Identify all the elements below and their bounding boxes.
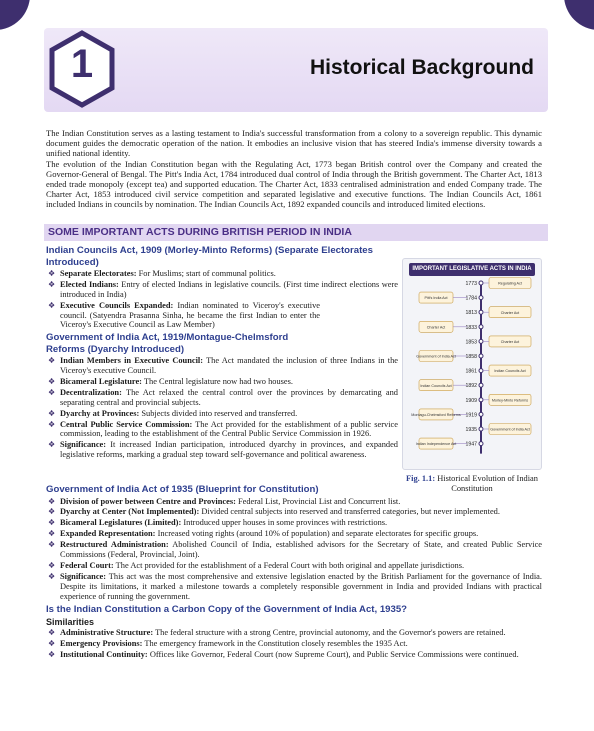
timeline-node (479, 354, 483, 358)
timeline-year: 1892 (465, 383, 477, 390)
timeline-node (479, 427, 483, 431)
intro-text (46, 128, 542, 210)
list-item: ❖ Indian Members in Executive Council: The Act mandated the inclusion of three Indians in the Viceroy's executive Council. (48, 356, 399, 375)
bullet-icon: ❖ (48, 279, 56, 289)
timeline-label: Government of India Act (490, 427, 530, 432)
timeline-label: Charter Act (500, 340, 520, 344)
legislative-acts-figure (402, 258, 542, 470)
list-item: ❖ Federal Court: The Act provided for the establishment of a Federal Court with both original and appellate jurisdictions. (48, 561, 465, 571)
similarities-heading: Similarities (46, 617, 95, 628)
bullet-icon: ❖ (48, 387, 56, 397)
list-item: ❖ Dyarchy at Provinces: Subjects divided into reserved and transferred. (48, 408, 298, 418)
timeline-node (479, 339, 483, 343)
timeline-node (479, 281, 483, 285)
bullet-icon: ❖ (48, 518, 56, 528)
timeline-node (479, 412, 483, 416)
carbon-copy-heading: Is the Indian Constitution a Carbon Copy of the Government of India Act, 1935? (46, 603, 408, 615)
act-1935-list (46, 497, 542, 602)
timeline-node (479, 442, 483, 446)
bullet-icon: ❖ (48, 529, 56, 539)
timeline-year: 1935 (465, 427, 477, 433)
figure-title: IMPORTANT LEGISLATIVE ACTS IN INDIA (409, 263, 535, 276)
timeline-year: 1919 (465, 412, 477, 419)
list-item: ❖ Institutional Continuity: Offices like Governor, Federal Court (now Supreme Court), and Public Service Commissions were continued. (48, 650, 519, 660)
bullet-icon: ❖ (48, 540, 56, 550)
timeline-label: Charter Act (426, 325, 446, 330)
bullet-icon: ❖ (48, 650, 56, 660)
bullet-icon: ❖ (48, 269, 56, 278)
bullet-icon: ❖ (48, 639, 56, 649)
similarities-list (46, 628, 542, 660)
timeline-label: Regulating Act (498, 281, 522, 286)
timeline-node (479, 369, 483, 373)
timeline-node (479, 310, 483, 314)
timeline-year: 1773 (465, 281, 477, 287)
list-item: ❖ Expanded Representation: Increased voting rights (around 10% of population) and separate electorates for specific groups. (48, 529, 479, 539)
figure-caption: Fig. 1.1: Historical Evolution of Indian Constitution (406, 474, 538, 493)
timeline-label: Pitt's India Act (424, 296, 448, 301)
timeline-label: Charter Act (500, 310, 520, 315)
bullet-icon: ❖ (48, 628, 56, 638)
bullet-icon: ❖ (48, 561, 56, 571)
timeline-year: 1853 (465, 339, 477, 346)
timeline-year: 1947 (465, 441, 477, 448)
bullet-icon: ❖ (48, 572, 56, 582)
timeline-label: Indian Councils Act (494, 369, 526, 374)
corner-decoration-right (564, 0, 594, 30)
timeline-node (479, 398, 483, 402)
list-item: ❖ Division of power between Centre and Provinces: Federal List, Provincial List and Concurrent list. (48, 496, 401, 506)
bullet-icon: ❖ (48, 419, 56, 429)
section-heading-bar (44, 224, 548, 241)
timeline-label: Indian Councils Act (420, 383, 452, 388)
act-1935-section (46, 482, 542, 661)
list-item: ❖ Elected Indians: Entry of elected Indians in legislative councils. (First time indirect elections were introduced in India) (48, 279, 398, 299)
left-column (46, 243, 398, 461)
act-1909-heading: Indian Councils Act, 1909 (Morley-Minto Reforms) (Separate Electorates Introduced) (46, 245, 373, 268)
list-item: ❖ Emergency Provisions: The emergency framework in the Constitution closely resembles the 1935 Act. (48, 639, 408, 649)
chapter-number: 1 (70, 42, 94, 86)
act-1909-list (46, 269, 398, 330)
act-1919-list (46, 356, 398, 460)
timeline-label: Montagu-Chelmsford Reforms (411, 413, 461, 417)
bullet-icon: ❖ (48, 356, 56, 366)
chapter-title: Historical Background (309, 56, 534, 79)
list-item: ❖ Central Public Service Commission: The Act provided for the establishment of a public service commission, leading to the establishment of the Central Public Service Commission in 1926. (48, 419, 398, 439)
timeline-node (479, 325, 483, 329)
list-item: ❖ Decentralization: The Act relaxed the central control over the provinces by demarcating and separating central and provincial subjects. (48, 387, 398, 407)
section-heading: SOME IMPORTANT ACTS DURING BRITISH PERIOD IN INDIA (48, 226, 352, 238)
list-item: ❖ Bicameral Legislatures (Limited): Introduced upper houses in some provinces with restrictions. (48, 518, 388, 528)
bullet-icon: ❖ (48, 496, 56, 506)
timeline-graphic (403, 259, 541, 469)
timeline-year: 1784 (465, 295, 477, 302)
timeline-label: Morley-Minto Reforms (491, 398, 529, 403)
bullet-icon: ❖ (48, 300, 56, 310)
bullet-icon: ❖ (48, 440, 56, 450)
bullet-icon: ❖ (48, 376, 56, 386)
timeline-year: 1813 (465, 310, 477, 317)
intro-paragraph-2: The evolution of the Indian Constitution began with the Regulating Act, 1773 began British control over the Company and created the Governor-General of Bengal. The Pitt's India Act, 1784 introduced dual control of India through the British government. The Charter Act, 1813 ended trade monopoly (except tea) and supported education. The Charter Act, 1833 centralised administration and ended Company trade. The Charter Act, 1853 introduced civil service competition and separated legislative and executive functions. The Indian Councils Act, 1861 included Indians in councils by nomination. The Indian Councils Act, 1892 expanded councils and introduced limited elections. (46, 158, 542, 210)
corner-decoration-left (0, 0, 30, 30)
list-item: ❖ Bicameral Legislature: The Central legislature now had two houses. (48, 376, 293, 386)
timeline-label: Indian Independence Act (415, 442, 457, 447)
bullet-icon: ❖ (48, 507, 56, 517)
intro-paragraph-1: The Indian Constitution serves as a lasting testament to India's successful transformation from a colony to a sovereign republic. This dynamic document guides the democratic operation of the nation. It embodies an inclusive vision that has steered India's immense diversity towards a unified national identity. (46, 128, 542, 159)
timeline-year: 1861 (465, 368, 477, 375)
act-1919-heading: Government of India Act, 1919/Montague-Chelmsford Reforms (Dyarchy Introduced) (46, 332, 289, 355)
timeline-node (479, 296, 483, 300)
list-item: ❖ Separate Electorates: For Muslims; start of communal politics. (48, 269, 276, 278)
list-item: ❖ Restructured Administration: Abolished Council of India, established advisors for the Secretary of State, and created Public Service Commissions (Federal, Provincial, Joint). (48, 540, 543, 560)
list-item: ❖ Significance: It increased Indian participation, introduced dyarchy in provinces, and expanded legislative reforms, marking a gradual step toward self-governance and political awareness. (48, 440, 398, 460)
list-item: ❖ Administrative Structure: The federal structure with a strong Centre, provincial autonomy, and the Governor's powers are retained. (48, 628, 506, 638)
timeline-year: 1833 (465, 324, 477, 331)
timeline-year: 1858 (465, 354, 477, 360)
timeline-year: 1909 (465, 397, 477, 404)
list-item: ❖ Dyarchy at Center (Not Implemented): Divided central subjects into reserved and transferred categories, but never implemented. (48, 507, 500, 517)
timeline-node (479, 383, 483, 387)
list-item: ❖ Significance: This act was the most comprehensive and extensive legislation enacted by the British Parliament for the governance of India. Despite its limitations, it marked a milestone towards a completely responsible government in India and provided Indians with practical experience of running the government. (48, 572, 542, 601)
timeline-label: Government of India Act (416, 354, 456, 359)
bullet-icon: ❖ (48, 408, 56, 418)
act-1935-heading: Government of India Act of 1935 (Blueprint for Constitution) (46, 484, 319, 495)
list-item: ❖ Executive Councils Expanded: Indian nominated to Viceroy's executive council. (Satyendra Prasanna Sinha, he became the first Indian to enter the Viceroy's Executive Council as Law Member) (48, 300, 320, 330)
